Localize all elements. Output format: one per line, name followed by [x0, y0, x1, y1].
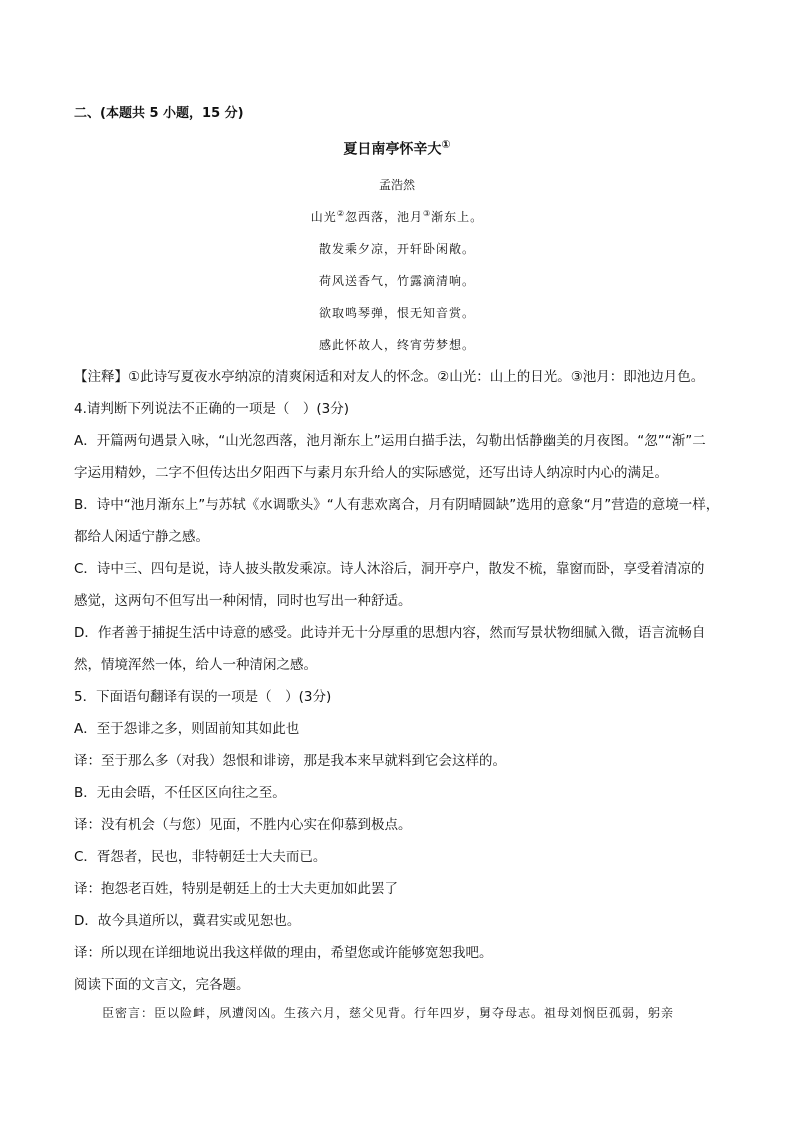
note-mark: ② [336, 209, 345, 218]
reading-instruction: 阅读下面的文言文，完各题。 [74, 977, 250, 993]
poem-line: 欲取鸣琴弹，恨无知音赏。 [318, 306, 475, 320]
question-4-stem: 4.请判断下列说法不正确的一项是（ ）(3分) [74, 401, 350, 417]
poem-title [0, 138, 794, 159]
annotation-note: 【注释】①此诗写夏夜水亭纳凉的清爽闲适和对友人的怀念。②山光：山上的日光。③池月：即池边月色。 [74, 369, 705, 385]
q5-option-a: A．至于怨诽之多，则固前知其如此也 [74, 721, 300, 737]
q4-option-c-line2: 感觉，这两句不但写出一种闲情，同时也写出一种舒适。 [74, 593, 412, 609]
q4-option-b-line2: 都给人闲适宁静之感。 [74, 529, 209, 545]
q4-option-d-line1: D．作者善于捕捉生活中诗意的感受。此诗并无十分厚重的思想内容，然而写景状物细腻入微，语言流畅自 [74, 625, 706, 641]
q5-option-b: B．无由会晤，不任区区向往之至。 [74, 785, 286, 801]
q4-option-b-line1: B．诗中“池月渐东上”与苏轼《水调歌头》“人有悲欢离合，月有阴晴圆缺”选用的意象“月”营造的意境一样， [74, 497, 720, 513]
poem-author: 孟浩然 [378, 178, 415, 192]
q5-option-d-translation: 译：所以现在详细地说出我这样做的理由，希望您或许能够宽恕我吧。 [74, 945, 493, 961]
poem-title-note-mark: ① [441, 138, 451, 151]
question-5-stem: 5．下面语句翻译有误的一项是（ ）(3分) [74, 689, 332, 705]
classical-passage-start: 臣密言：臣以险衅，夙遭闵凶。生孩六月，慈父见背。行年四岁，舅夺母志。祖母刘悯臣孤弱，躬亲 [102, 1006, 675, 1020]
q4-option-a-line2: 字运用精妙，二字不但传达出夕阳西下与素月东升给人的实际感觉，还写出诗人纳凉时内心的满足。 [74, 465, 668, 481]
poem-line-text: 忽西落，池月 [344, 210, 423, 224]
section-header: 二、(本题共 5 小题，15 分) [74, 106, 244, 121]
q5-option-d: D．故今具道所以，冀君实或见恕也。 [74, 913, 301, 929]
note-mark: ③ [423, 209, 432, 218]
q4-option-a-line1: A．开篇两句遇景入咏，“山光忽西落，池月渐东上”运用白描手法，勾勒出恬静幽美的月夜图。“忽”“渐”二 [74, 433, 706, 449]
poem-line-text: 山光 [310, 210, 337, 224]
poem-line-text: 渐东上。 [431, 210, 484, 224]
poem-line: 散发乘夕凉，开轩卧闲敞。 [318, 242, 475, 256]
q5-option-c-translation: 译：抱怨老百姓，特别是朝廷上的士大夫更加如此罢了 [74, 881, 398, 897]
poem-line [0, 208, 794, 225]
poem-line: 感此怀故人，终宵劳梦想。 [318, 338, 475, 352]
q4-option-d-line2: 然，情境浑然一体，给人一种清闲之感。 [74, 657, 317, 673]
q5-option-a-translation: 译：至于那么多（对我）怨恨和诽谤，那是我本来早就料到它会这样的。 [74, 753, 506, 769]
q5-option-c: C．胥怨者，民也，非特朝廷士大夫而已。 [74, 849, 327, 865]
poem-line: 荷风送香气，竹露滴清响。 [318, 274, 475, 288]
q4-option-c-line1: C．诗中三、四句是说，诗人披头散发乘凉。诗人沐浴后，洞开亭户，散发不梳，靠窗而卧，享受着清凉的 [74, 561, 705, 577]
q5-option-b-translation: 译：没有机会（与您）见面，不胜内心实在仰慕到极点。 [74, 817, 412, 833]
poem-title-text: 夏日南亭怀辛大 [343, 141, 442, 158]
